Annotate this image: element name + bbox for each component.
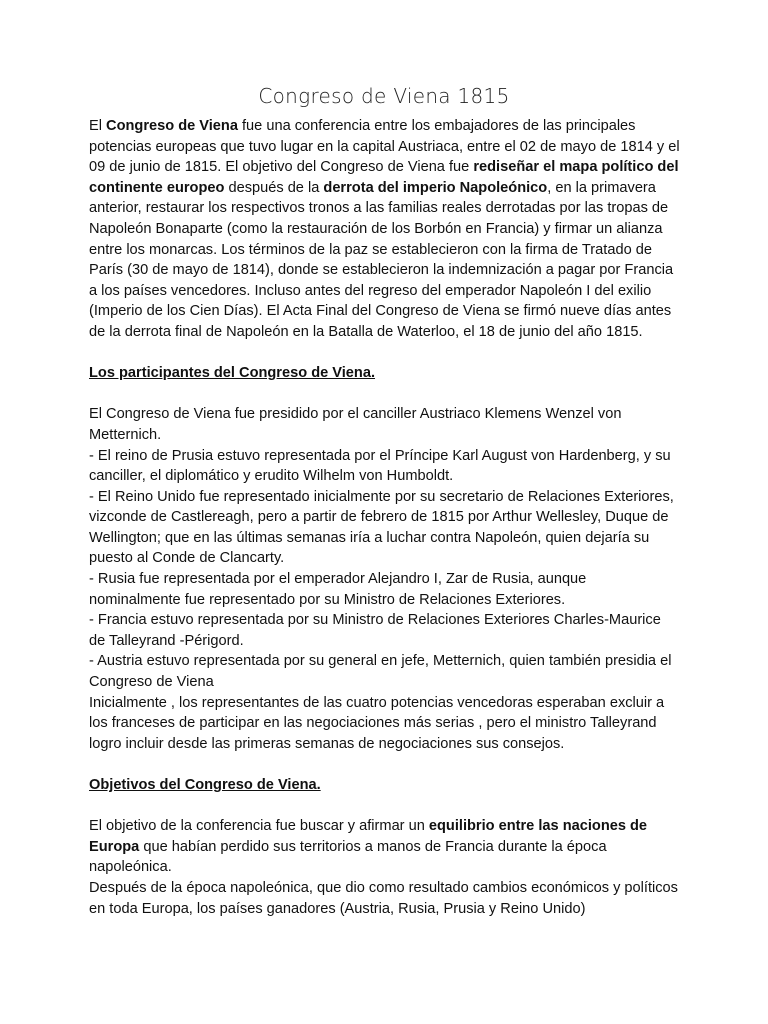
participants-line-7: Inicialmente , los representantes de las cuatro potencias vencedoras esperaban excluir a los franceses de participar en las negociaciones más serias , pero el ministro Talleyrand logro incluir desde las primeras semanas de negociaciones sus consejos. xyxy=(89,694,665,752)
section-heading-participants: Los participantes del Congreso de Viena. xyxy=(89,365,376,382)
objectives-paragraph-2: Después de la época napoleónica, que dio como resultado cambios económicos y políticos en toda Europa, los países ganadores (Austria, Rusia, Prusia y Reino Unido) xyxy=(89,879,678,917)
objectives-paragraph-1 xyxy=(89,816,681,878)
spacer xyxy=(89,796,681,817)
objectives-text-1: El objetivo de la conferencia fue buscar y afirmar un xyxy=(89,818,429,835)
intro-bold-1: Congreso de Viena xyxy=(106,118,238,134)
participants-line-6: - Austria estuvo representada por su general en jefe, Metternich, quien también presidia el Congreso de Viena xyxy=(89,653,672,691)
participants-line-4: - Rusia fue representada por el emperador Alejandro I, Zar de Rusia, aunque nominalmente fue representado por su Ministro de Relaciones Exteriores. xyxy=(89,571,587,608)
objectives-text-2: que habían perdido sus territorios a manos de Francia durante la época napoleónica. xyxy=(89,838,607,876)
intro-text-1: El xyxy=(89,118,107,134)
participants-line-3: - El Reino Unido fue representado inicialmente por su secretario de Relaciones Exteriores, vizconde de Castlereagh, pero a partir de febrero de 1815 por Arthur Wellesley, Duque de Wellington; que en las últimas semanas iría a luchar contra Napoleón, quien dejaría su puesto al Conde de Clancarty. xyxy=(89,488,674,567)
document-title: Congreso de Viena 1815 xyxy=(258,84,510,108)
document-body xyxy=(89,116,681,919)
participants-line-5: - Francia estuvo representada por su Ministro de Relaciones Exteriores Charles-Maurice de Talleyrand -Périgord. xyxy=(89,612,661,649)
participants-line-1: El Congreso de Viena fue presidido por el canciller Austriaco Klemens Wenzel von Metternich. xyxy=(89,406,622,443)
intro-text-4: , en la primavera anterior, restaurar los respectivos tronos a las familias reales derrotadas por las tropas de Napoleón Bonaparte (como la restauración de los Borbón en Francia) y firmar un alianza entre los monarcas. Los términos de la paz se establecieron con la firma de Tratado de París (30 de mayo de 1814), donde se establecieron la indemnización a pagar por Francia a los países vencedores. Incluso antes del regreso del emperador Napoleón I del exilio (Imperio de los Cien Días). El Acta Final del Congreso de Viena se firmó nueve días antes de la derrota final de Napoleón en la Batalla de Waterloo, el 18 de junio del año 1815. xyxy=(89,179,674,340)
spacer xyxy=(89,343,681,364)
intro-text-3: después de la xyxy=(224,179,324,196)
participants-line-2: - El reino de Prusia estuvo representada por el Príncipe Karl August von Hardenberg, y su canciller, el diplomático y erudito Wilhelm von Humboldt. xyxy=(89,447,671,485)
objectives-bold-1: equilibrio entre las naciones de Europa xyxy=(89,818,648,855)
spacer xyxy=(89,384,681,405)
intro-bold-3: derrota del imperio Napoleónico xyxy=(323,179,548,196)
intro-bold-2: rediseñar el mapa político del continente europeo xyxy=(89,159,679,196)
intro-text-2: fue una conferencia entre los embajadores de las principales potencias europeas que tuvo lugar en la capital Austriaca, entre el 02 de mayo de 1814 y el 09 de junio de 1815. El objetivo del Congreso de Viena fue xyxy=(89,118,680,176)
intro-paragraph xyxy=(89,116,681,343)
spacer xyxy=(89,754,681,775)
section-heading-objectives: Objetivos del Congreso de Viena. xyxy=(89,777,321,793)
